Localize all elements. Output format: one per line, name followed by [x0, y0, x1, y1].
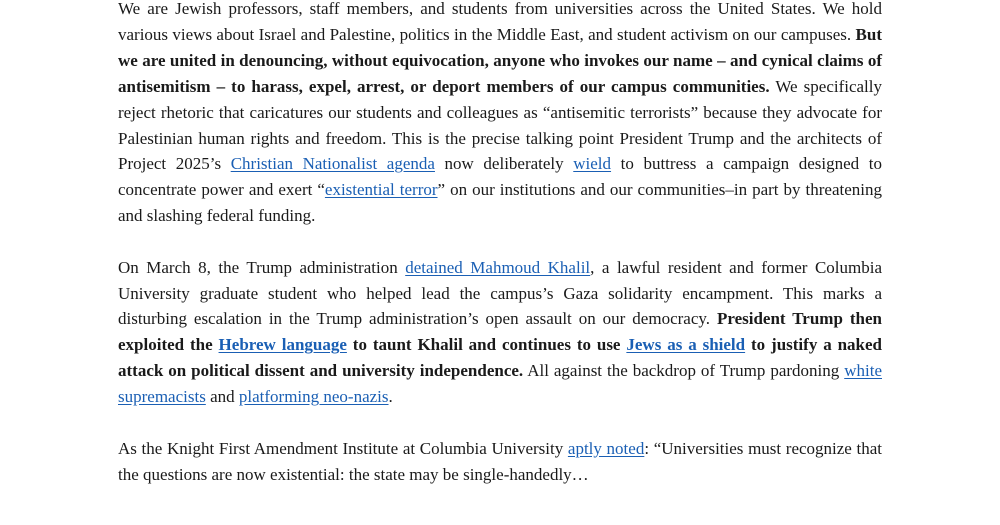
p2-text-3: All against the backdrop of Trump pardoning: [523, 361, 845, 381]
p1-text-4: to buttress a campaign designed to concentrate power and exert “: [118, 154, 883, 200]
link-existential-terror[interactable]: existential terror: [324, 180, 438, 200]
p2-bold-1: President Trump then exploited the: [118, 309, 882, 355]
paragraph-2: [118, 255, 882, 410]
link-platforming-neo-nazis[interactable]: platforming neo-nazis: [238, 387, 389, 407]
p2-bold-3: to justify a naked attack on political dissent and university independence.: [118, 335, 882, 381]
p2-text-2: , a lawful resident and former Columbia University graduate student who helped lead the campus’s Gaza solidarity encampment. This marks a disturbing escalation in the Trump administration’s open assault on our democracy.: [118, 257, 883, 329]
p2-text-1: On March 8, the Trump administration: [118, 257, 406, 277]
link-hebrew-language[interactable]: Hebrew language: [218, 335, 347, 355]
p1-text-5: ” on our institutions and our communities–in part by threatening and slashing federal funding.: [118, 180, 882, 226]
link-detained-mahmoud-khalil[interactable]: detained Mahmoud Khalil: [405, 257, 591, 277]
p1-text-1: We are Jewish professors, staff members, and students from universities across the United States. We hold various views about Israel and Palestine, politics in the Middle East, and student activism on our campuses.: [118, 0, 882, 44]
link-wield[interactable]: wield: [573, 154, 612, 174]
link-white-supremacists[interactable]: white supremacists: [118, 361, 882, 407]
paragraph-1: [118, 0, 882, 229]
link-aptly-noted[interactable]: aptly noted: [567, 438, 645, 458]
p1-bold-statement: But we are united in denouncing, without equivocation, anyone who invokes our name – and cynical claims of antisemitism – to harass, expel, arrest, or deport members of our campus communities.: [118, 24, 882, 96]
link-jews-as-a-shield[interactable]: Jews as a shield: [626, 335, 746, 355]
p1-text-2: We specifically reject rhetoric that caricatures our students and colleagues as “antisemitic terrorists” because they advocate for Palestinian human rights and freedom. This is the precise talking point President Trump and the architects of Project 2025’s: [118, 76, 883, 174]
article-body: [118, 0, 882, 487]
p3-text-1: As the Knight First Amendment Institute at Columbia University: [118, 438, 568, 458]
p2-bold-2: to taunt Khalil and continues to use: [346, 335, 627, 355]
p2-text-5: .: [388, 387, 393, 407]
link-christian-nationalist-agenda[interactable]: Christian Nationalist agenda: [230, 154, 435, 174]
p2-text-4: and: [205, 387, 239, 407]
p1-text-3: now deliberately: [434, 154, 574, 174]
paragraph-3: [118, 436, 882, 488]
p3-text-2: : “Universities must recognize that the questions are now existential: the state may be single-handedly…: [118, 438, 883, 484]
